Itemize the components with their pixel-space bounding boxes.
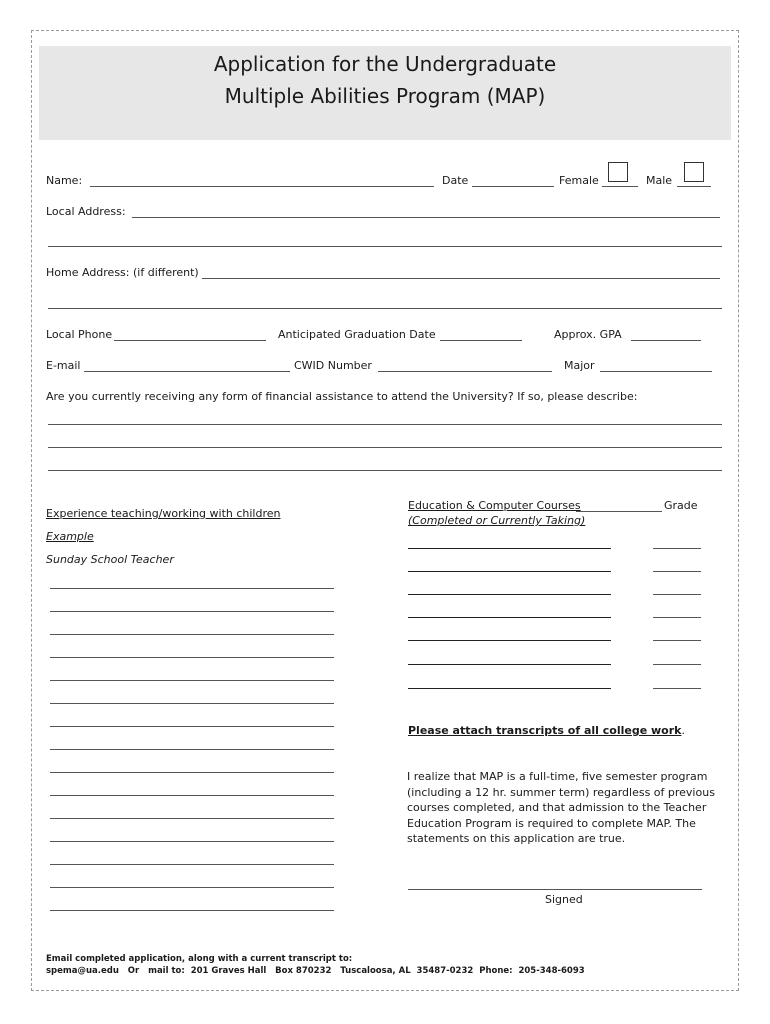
gpa-field[interactable] bbox=[631, 340, 701, 341]
grade-line[interactable] bbox=[653, 688, 701, 689]
example-label: Example bbox=[46, 530, 94, 543]
name-label: Name: bbox=[46, 174, 83, 187]
grade-line[interactable] bbox=[653, 640, 701, 641]
financial-description-line-2[interactable] bbox=[48, 447, 722, 448]
experience-line[interactable] bbox=[50, 795, 334, 796]
male-checkbox[interactable] bbox=[684, 162, 704, 182]
course-line[interactable] bbox=[408, 664, 611, 665]
gpa-label: Approx. GPA bbox=[554, 328, 622, 341]
course-line[interactable] bbox=[408, 594, 611, 595]
experience-heading: Experience teaching/working with children bbox=[46, 507, 281, 520]
cwid-field[interactable] bbox=[378, 371, 552, 372]
courses-heading-line bbox=[576, 511, 662, 512]
experience-line[interactable] bbox=[50, 887, 334, 888]
course-line[interactable] bbox=[408, 571, 611, 572]
course-line[interactable] bbox=[408, 548, 611, 549]
grad-date-label: Anticipated Graduation Date bbox=[278, 328, 436, 341]
experience-line[interactable] bbox=[50, 772, 334, 773]
email-field[interactable] bbox=[84, 371, 290, 372]
applicant-statement: I realize that MAP is a full-time, five semester program (including a 12 hr. summer term) regardless of previous courses completed, and that admission to the Teacher Education Program is required to complete MAP. The statements on this application are true. bbox=[407, 770, 715, 845]
courses-heading: Education & Computer Courses bbox=[408, 499, 581, 512]
local-phone-label: Local Phone bbox=[46, 328, 113, 341]
experience-line[interactable] bbox=[50, 657, 334, 658]
local-address-label: Local Address: bbox=[46, 205, 126, 218]
attach-transcripts-note bbox=[408, 724, 685, 737]
form-title-line2: Multiple Abilities Program (MAP) bbox=[224, 84, 546, 108]
major-label: Major bbox=[564, 359, 595, 372]
grade-label: Grade bbox=[664, 499, 698, 512]
experience-line[interactable] bbox=[50, 818, 334, 819]
grade-line[interactable] bbox=[653, 664, 701, 665]
course-line[interactable] bbox=[408, 640, 611, 641]
male-line bbox=[677, 186, 711, 187]
female-label: Female bbox=[559, 174, 599, 187]
male-label: Male bbox=[646, 174, 673, 187]
home-address-label: Home Address: (if different) bbox=[46, 266, 199, 279]
experience-line[interactable] bbox=[50, 703, 334, 704]
local-phone-field[interactable] bbox=[114, 340, 266, 341]
footer-contact: spema@ua.edu Or mail to: 201 Graves Hall Box 870232 Tuscaloosa, AL 35487-0232 Phone: 205-348-6093 bbox=[46, 966, 585, 976]
date-field[interactable] bbox=[472, 186, 554, 187]
local-address-field-2[interactable] bbox=[48, 246, 722, 247]
experience-line[interactable] bbox=[50, 841, 334, 842]
experience-line[interactable] bbox=[50, 611, 334, 612]
experience-line[interactable] bbox=[50, 588, 334, 589]
attach-period: . bbox=[681, 724, 685, 737]
courses-subheading: (Completed or Currently Taking) bbox=[408, 514, 586, 527]
major-field[interactable] bbox=[600, 371, 712, 372]
local-address-field[interactable] bbox=[132, 217, 720, 218]
experience-line[interactable] bbox=[50, 749, 334, 750]
grade-line[interactable] bbox=[653, 594, 701, 595]
grade-line[interactable] bbox=[653, 571, 701, 572]
cwid-label: CWID Number bbox=[294, 359, 372, 372]
female-line bbox=[602, 186, 638, 187]
financial-description-line-3[interactable] bbox=[48, 470, 722, 471]
experience-line[interactable] bbox=[50, 680, 334, 681]
experience-line[interactable] bbox=[50, 910, 334, 911]
grade-line[interactable] bbox=[653, 617, 701, 618]
attach-transcripts-text: Please attach transcripts of all college work bbox=[408, 724, 682, 737]
course-line[interactable] bbox=[408, 688, 611, 689]
grad-date-field[interactable] bbox=[440, 340, 522, 341]
footer-instructions: Email completed application, along with a current transcript to: bbox=[46, 954, 353, 964]
example-value: Sunday School Teacher bbox=[46, 553, 174, 566]
experience-line[interactable] bbox=[50, 726, 334, 727]
financial-description-line-1[interactable] bbox=[48, 424, 722, 425]
signed-label: Signed bbox=[545, 893, 583, 906]
female-checkbox[interactable] bbox=[608, 162, 628, 182]
signature-line[interactable] bbox=[408, 889, 702, 890]
form-title-line1: Application for the Undergraduate bbox=[213, 52, 557, 76]
experience-line[interactable] bbox=[50, 864, 334, 865]
course-line[interactable] bbox=[408, 617, 611, 618]
name-field[interactable] bbox=[90, 186, 434, 187]
grade-line[interactable] bbox=[653, 548, 701, 549]
home-address-field-2[interactable] bbox=[48, 308, 722, 309]
date-label: Date bbox=[442, 174, 469, 187]
financial-assistance-question: Are you currently receiving any form of financial assistance to attend the University? If so, please describe: bbox=[46, 390, 638, 403]
experience-line[interactable] bbox=[50, 634, 334, 635]
home-address-field[interactable] bbox=[202, 278, 720, 279]
email-label: E-mail bbox=[46, 359, 81, 372]
